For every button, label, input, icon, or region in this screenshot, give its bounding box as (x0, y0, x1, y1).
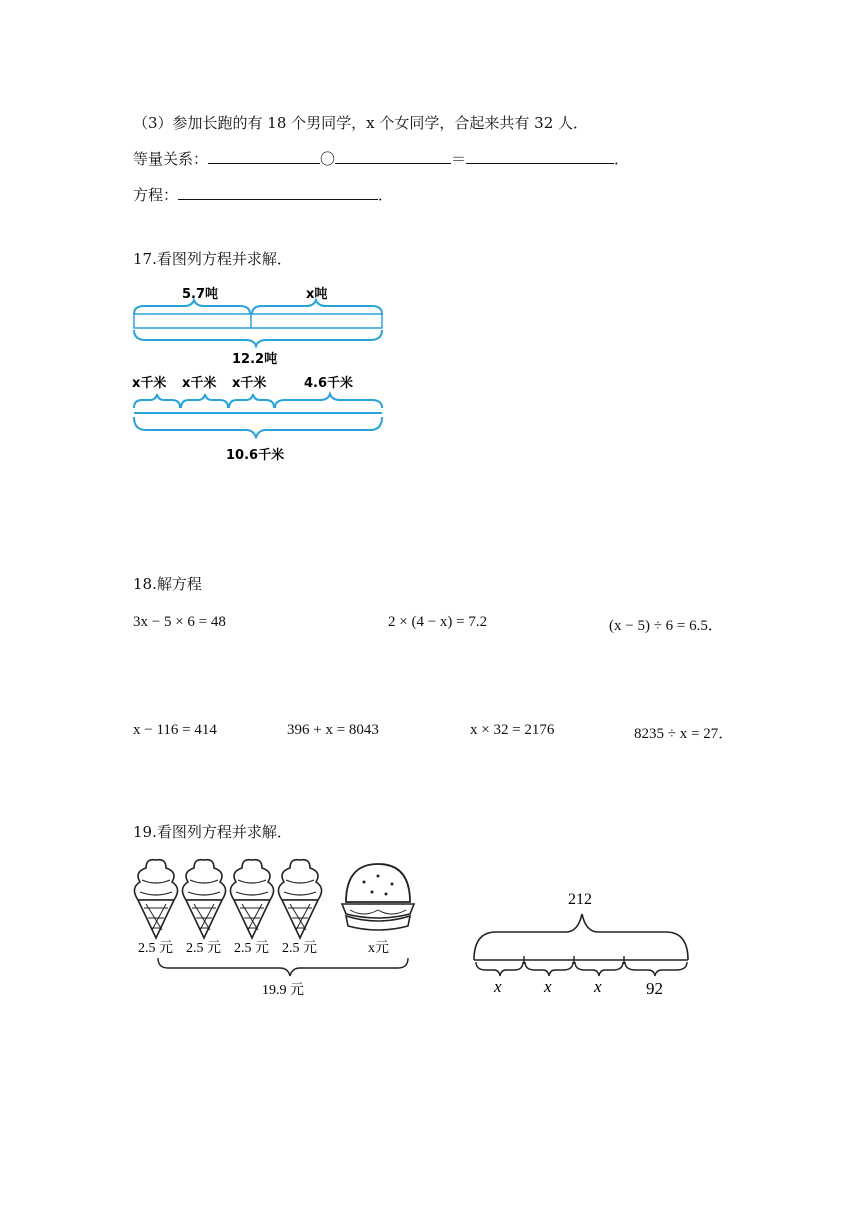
d2-brace-bottom (134, 417, 382, 438)
segment-total-label: 212 (568, 891, 592, 908)
price-label-2: 2.5 元 (186, 941, 221, 956)
segment-brace-1 (476, 962, 523, 976)
segment-brace-2 (525, 962, 573, 976)
q18-eq-7: 8235 ÷ x = 27． (634, 726, 734, 742)
d2-bottom-label: 10.6千米 (226, 448, 285, 463)
q16-equation-line (133, 184, 393, 205)
q18-eq-4: x − 116 = 414 (133, 722, 217, 738)
q16-relation-line (133, 148, 629, 169)
q18-eq-3: (x − 5) ÷ 6 = 6.5． (609, 618, 723, 634)
d2-brace-2 (181, 394, 228, 408)
ice-cream-icon (278, 860, 321, 938)
relation-end: ． (614, 150, 630, 168)
segment-label-2: x (544, 977, 552, 996)
ice-cream-icon (230, 860, 273, 938)
q17-diagram-2 (132, 375, 382, 463)
price-label-3: 2.5 元 (234, 941, 269, 956)
d1-top-left-label: 5.7吨 (182, 287, 219, 302)
d2-brace-3 (229, 394, 274, 408)
relation-blank-1[interactable] (208, 149, 320, 164)
q18-title: 18.解方程 (133, 575, 202, 593)
q18-eq-5: 396 + x = 8043 (287, 722, 379, 738)
relation-equals: ＝ (451, 150, 467, 168)
price-label-4: 2.5 元 (282, 941, 317, 956)
d2-label-4: 4.6千米 (304, 376, 354, 391)
q18-eq-2: 2 × (4 − x) = 7.2 (388, 614, 488, 630)
price-label-5: x元 (368, 941, 389, 956)
q19-segment-diagram (466, 882, 706, 1002)
ice-cream-icon (182, 860, 225, 938)
d2-brace-4 (275, 394, 382, 408)
d2-label-1: x千米 (132, 376, 167, 391)
q18-eq-6: x × 32 = 2176 (470, 722, 555, 738)
segment-label-1: x (494, 977, 502, 996)
relation-circle: 〇 (320, 150, 336, 168)
d1-bottom-label: 12.2吨 (232, 352, 278, 367)
segment-label-3: x (594, 977, 602, 996)
d2-label-3: x千米 (232, 376, 267, 391)
q16-statement: （3）参加长跑的有 18 个男同学，x 个女同学，合起来共有 32 人． (133, 114, 589, 132)
ice-cream-icon (134, 860, 177, 938)
q17-diagram-1 (134, 287, 382, 367)
q19-food-diagram (128, 852, 428, 1002)
d1-brace-right (252, 300, 382, 314)
q19-title: 19.看图列方程并求解． (133, 823, 292, 841)
total-brace (158, 958, 408, 976)
segment-label-4: 92 (646, 979, 663, 998)
d1-top-right-label: x吨 (306, 287, 328, 302)
q18-eq-1: 3x − 5 × 6 = 48 (133, 614, 226, 630)
d1-brace-left (134, 300, 250, 314)
segment-brace-3 (575, 962, 623, 976)
segment-top-brace (474, 914, 688, 960)
d1-bar (134, 314, 382, 328)
equation-label: 方程： (133, 186, 179, 204)
relation-label: 等量关系： (133, 150, 209, 168)
d2-label-2: x千米 (182, 376, 217, 391)
d1-brace-bottom (134, 330, 382, 346)
q17-title: 17.看图列方程并求解． (133, 250, 292, 268)
segment-brace-4 (625, 962, 687, 976)
burger-icon (342, 864, 414, 930)
d2-brace-1 (134, 394, 180, 408)
relation-blank-2[interactable] (335, 149, 451, 164)
total-label: 19.9 元 (262, 983, 304, 998)
price-label-1: 2.5 元 (138, 941, 173, 956)
relation-blank-3[interactable] (466, 149, 614, 164)
equation-end: ． (378, 186, 394, 204)
equation-blank[interactable] (178, 185, 378, 200)
q17-diagrams (128, 280, 393, 470)
